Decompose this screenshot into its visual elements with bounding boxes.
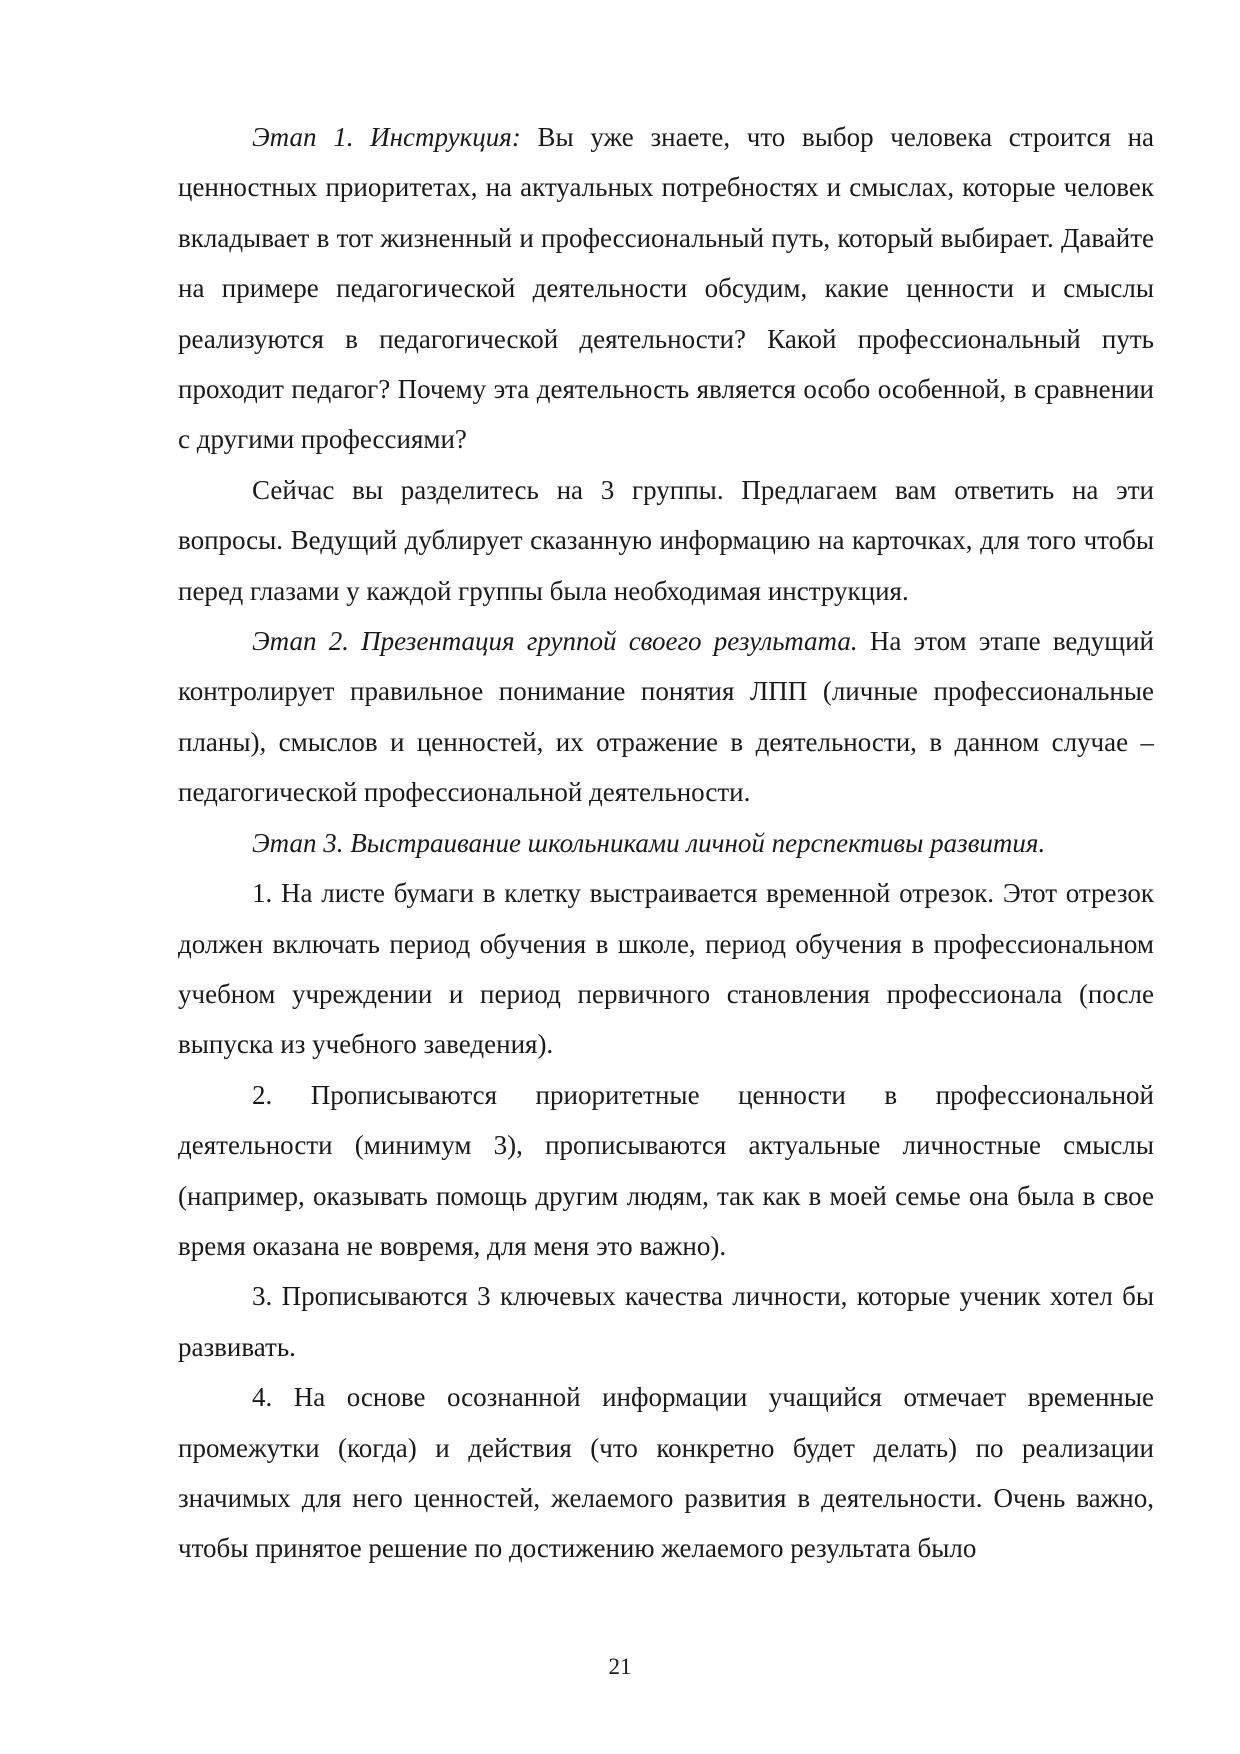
page-number: 21 <box>608 1654 632 1679</box>
paragraph-stage-2 <box>178 616 1154 818</box>
paragraph-item-1 <box>178 868 1154 1070</box>
paragraph-text: 3. Прописываются 3 ключевых качества личности, которые ученик хотел бы развивать. <box>178 1281 1154 1362</box>
paragraph-lead: Этап 1. Инструкция: <box>252 122 521 152</box>
paragraph-stage-1 <box>178 112 1154 465</box>
paragraph-text: На этом этапе ведущий контролирует правильное понимание понятия ЛПП (личные профессиональные планы), смыслов и ценностей, их отражение в деятельности, в данном случае – педагогической профессиональной деятельности. <box>178 626 1154 808</box>
paragraph-lead: Этап 3. Выстраивание школьниками личной перспективы развития. <box>252 827 1046 858</box>
paragraph-item-3 <box>178 1271 1154 1372</box>
paragraph-item-4 <box>178 1372 1154 1574</box>
paragraph-stage-3 <box>178 818 1154 868</box>
paragraph-item-2 <box>178 1070 1154 1272</box>
body-text <box>178 112 1154 1574</box>
paragraph-lead: Этап 2. Презентация группой своего результата. <box>252 626 858 657</box>
paragraph-text: Сейчас вы разделитесь на 3 группы. Предлагаем вам ответить на эти вопросы. Ведущий дублирует сказанную информацию на карточках, для того чтобы перед глазами у каждой группы была необходимая инструкция. <box>178 474 1154 606</box>
paragraph-text: 2. Прописываются приоритетные ценности в профессиональной деятельности (минимум 3), прописываются актуальные личностные смыслы (например, оказывать помощь другим людям, так как в моей семье она была в свое время оказана не вовремя, для меня это важно). <box>178 1079 1154 1261</box>
paragraph-groups <box>178 465 1154 616</box>
paragraph-text: 1. На листе бумаги в клетку выстраивается временной отрезок. Этот отрезок должен включать период обучения в школе, период обучения в профессиональном учебном учреждении и период первичного становления профессионала (после выпуска из учебного заведения). <box>178 878 1154 1060</box>
paragraph-text: Вы уже знаете, что выбор человека строится на ценностных приоритетах, на актуальных потребностях и смыслах, которые человек вкладывает в тот жизненный и профессиональный путь, который выбирает. Давайте на примере педагогической деятельности обсудим, какие ценности и смыслы реализуются в педагогической деятельности? Какой профессиональный путь проходит педагог? Почему эта деятельность является особо особенной, в сравнении с другими профессиями? <box>178 122 1154 455</box>
paragraph-text: 4. На основе осознанной информации учащийся отмечает временные промежутки (когда) и действия (что конкретно будет делать) по реализации значимых для него ценностей, желаемого развития в деятельности. Очень важно, чтобы принятое решение по достижению желаемого результата было <box>178 1382 1154 1564</box>
